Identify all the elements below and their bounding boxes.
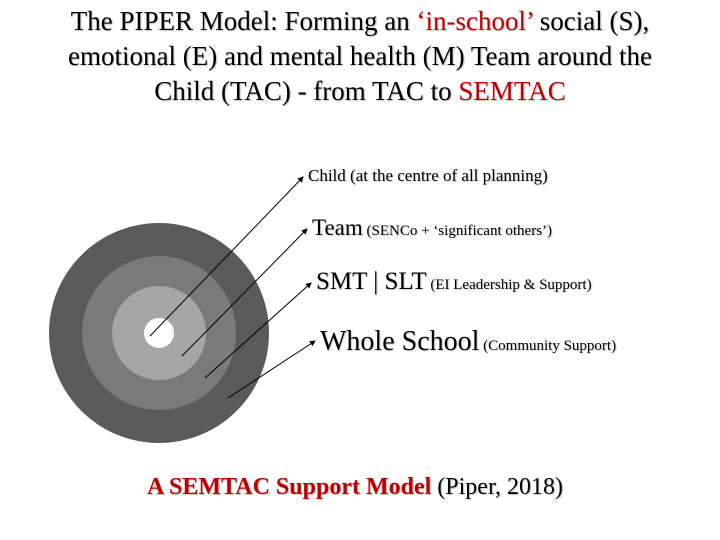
- label-team: [312, 215, 552, 241]
- title-in-school-highlight: ‘in-school’: [416, 6, 533, 36]
- caption-rest: (Piper, 2018): [431, 474, 563, 500]
- label-whole-school: [320, 326, 616, 358]
- label-whole-main: Whole School: [320, 326, 480, 357]
- title-line1-part1: The PIPER Model: Forming an: [70, 6, 417, 36]
- label-whole-note: (Community Support): [479, 338, 617, 354]
- title-semtac-highlight: SEMTAC: [458, 76, 566, 106]
- label-smt-note: (EI Leadership & Support): [426, 277, 592, 293]
- title-line1-part2: social (S),: [532, 6, 650, 36]
- label-smt: [316, 268, 592, 296]
- title-line3-part1: Child (TAC) - from TAC to: [154, 76, 459, 106]
- label-child: Child (at the centre of all planning): [308, 166, 548, 185]
- label-team-main: Team: [312, 215, 363, 240]
- label-team-note: (SENCo + ‘significant others’): [362, 223, 553, 239]
- label-smt-main: SMT | SLT: [316, 268, 427, 295]
- caption: [0, 474, 710, 501]
- circle-child: [144, 318, 174, 348]
- caption-highlight: A SEMTAC Support Model: [147, 474, 432, 500]
- title-line2: emotional (E) and mental health (M) Team around the: [68, 41, 652, 71]
